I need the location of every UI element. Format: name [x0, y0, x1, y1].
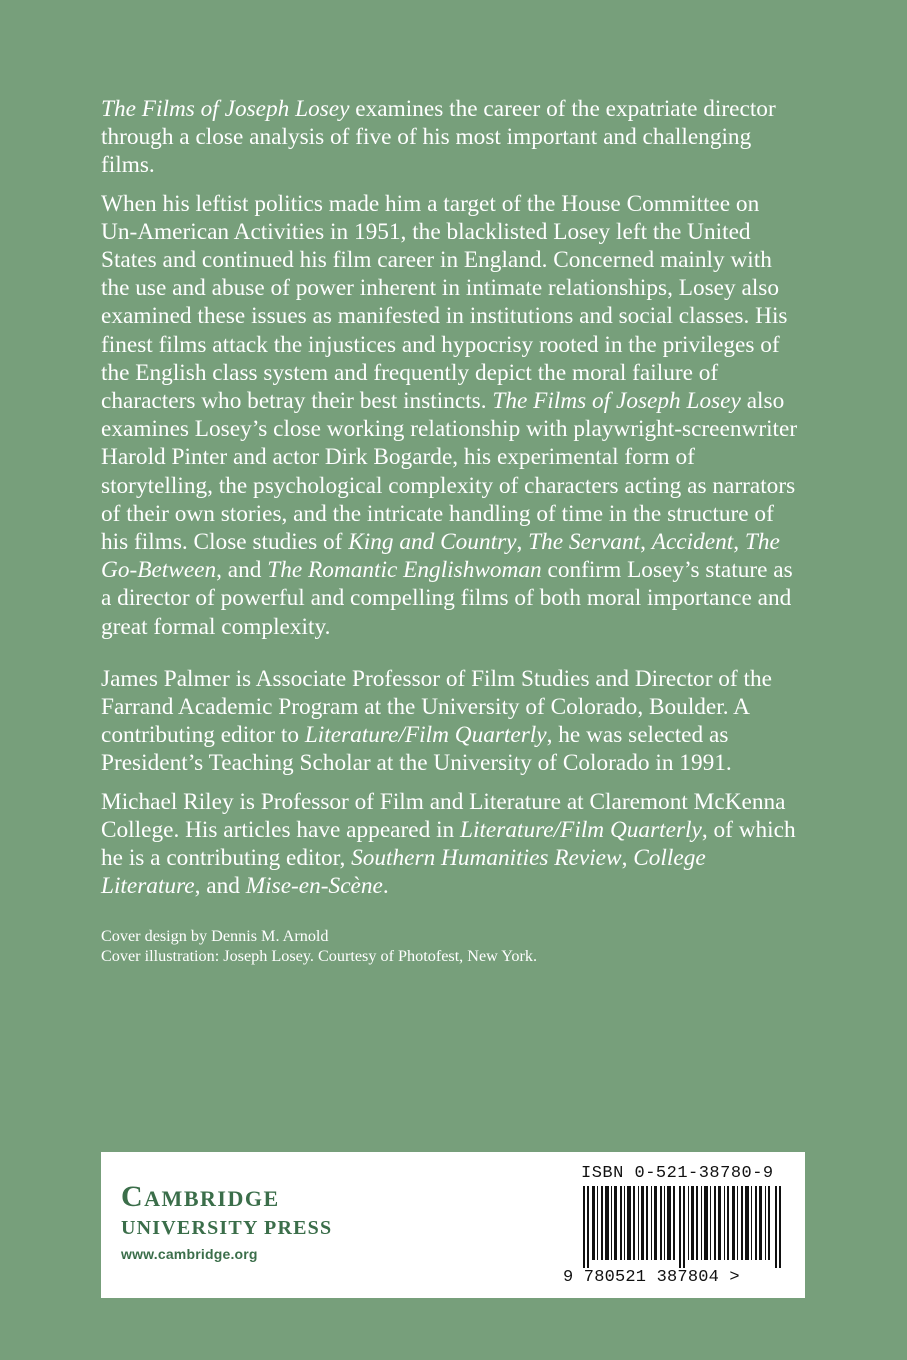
publisher-name-rest: AMBRIDGE — [144, 1186, 280, 1211]
publisher-name-initial: C — [121, 1180, 145, 1213]
book-title: The Films of Joseph Losey — [492, 388, 741, 415]
film-title: The Go-Between — [101, 529, 780, 584]
separator: , — [621, 845, 634, 872]
film-title: Accident — [651, 529, 734, 556]
journal-title: Mise-en-Scène — [245, 873, 383, 900]
description-paragraph-1 — [101, 95, 801, 180]
description-paragraph-2 — [101, 190, 801, 641]
cover-design-credit: Cover design by Dennis M. Arnold — [101, 927, 329, 946]
film-title: The Servant — [528, 529, 641, 556]
barcode-block — [563, 1164, 799, 1290]
publisher-website: www.cambridge.org — [121, 1246, 258, 1262]
barcode-icon — [583, 1186, 785, 1268]
film-title: King and Country — [348, 529, 517, 556]
journal-title: College Literature — [101, 845, 706, 900]
journal-title: Literature/Film Quarterly — [304, 722, 547, 749]
film-title: The Romantic Englishwoman — [267, 557, 542, 584]
cover-illustration-credit: Cover illustration: Joseph Losey. Courtesy of Photofest, New York. — [101, 947, 537, 966]
ean-number: 9 780521 387804 > — [563, 1268, 740, 1287]
bio-text: , of which he is a contributing editor, — [101, 816, 796, 872]
author-bio-palmer — [101, 665, 801, 778]
description-text: examines the career of the expatriate director through a close analysis of five of his most important and challenging films. — [101, 96, 776, 179]
journal-title: Literature/Film Quarterly — [460, 816, 702, 843]
author-bio-riley — [101, 788, 801, 901]
separator: , — [516, 529, 529, 556]
isbn-label: ISBN 0-521-38780-9 — [581, 1164, 774, 1183]
book-title: The Films of Joseph Losey — [101, 96, 350, 122]
separator: . — [382, 873, 389, 900]
bio-text: Michael Riley is Professor of Film and Literature at Claremont McKenna College. His articles have appeared in — [101, 788, 786, 843]
separator: , and — [216, 557, 268, 584]
separator: , — [733, 529, 745, 556]
separator: , — [640, 529, 652, 556]
separator: , and — [194, 873, 246, 900]
publisher-name — [121, 1182, 332, 1214]
back-cover-text — [101, 95, 801, 966]
bio-text: , he was selected as President’s Teaching Scholar at the University of Colorado in 1991. — [101, 722, 732, 777]
description-text: also examines Losey’s close working relationship with playwright-screenwriter Harold Pinter and actor Dirk Bogarde, his experimental form of storytelling, the psychological complexity of characters acting as narrators of their own stories, and the intricate handling of time in the structure of his films. Close studies of — [101, 388, 798, 556]
cambridge-logo — [121, 1182, 332, 1262]
publisher-panel — [101, 1152, 805, 1298]
bio-text: James Palmer is Associate Professor of Film Studies and Director of the Farrand Academic Program at the University of Colorado, Boulder. A contributing editor to — [101, 665, 772, 749]
description-text: When his leftist politics made him a target of the House Committee on Un-American Activities in 1951, the blacklisted Losey left the United States and continued his film career in England. Concerned mainly with the use and abuse of power inherent in intimate relationships, Losey also examined these issues as manifested in institutions and social classes. His finest films attack the injustices and hypocrisy rooted in the privileges of the English class system and frequently depict the moral failure of characters who betray their best instincts. — [101, 190, 788, 415]
journal-title: Southern Humanities Review — [351, 845, 622, 872]
publisher-subtitle: UNIVERSITY PRESS — [121, 1217, 333, 1239]
description-text: confirm Losey’s stature as a director of powerful and compelling films of both moral importance and great formal complexity. — [101, 557, 793, 640]
